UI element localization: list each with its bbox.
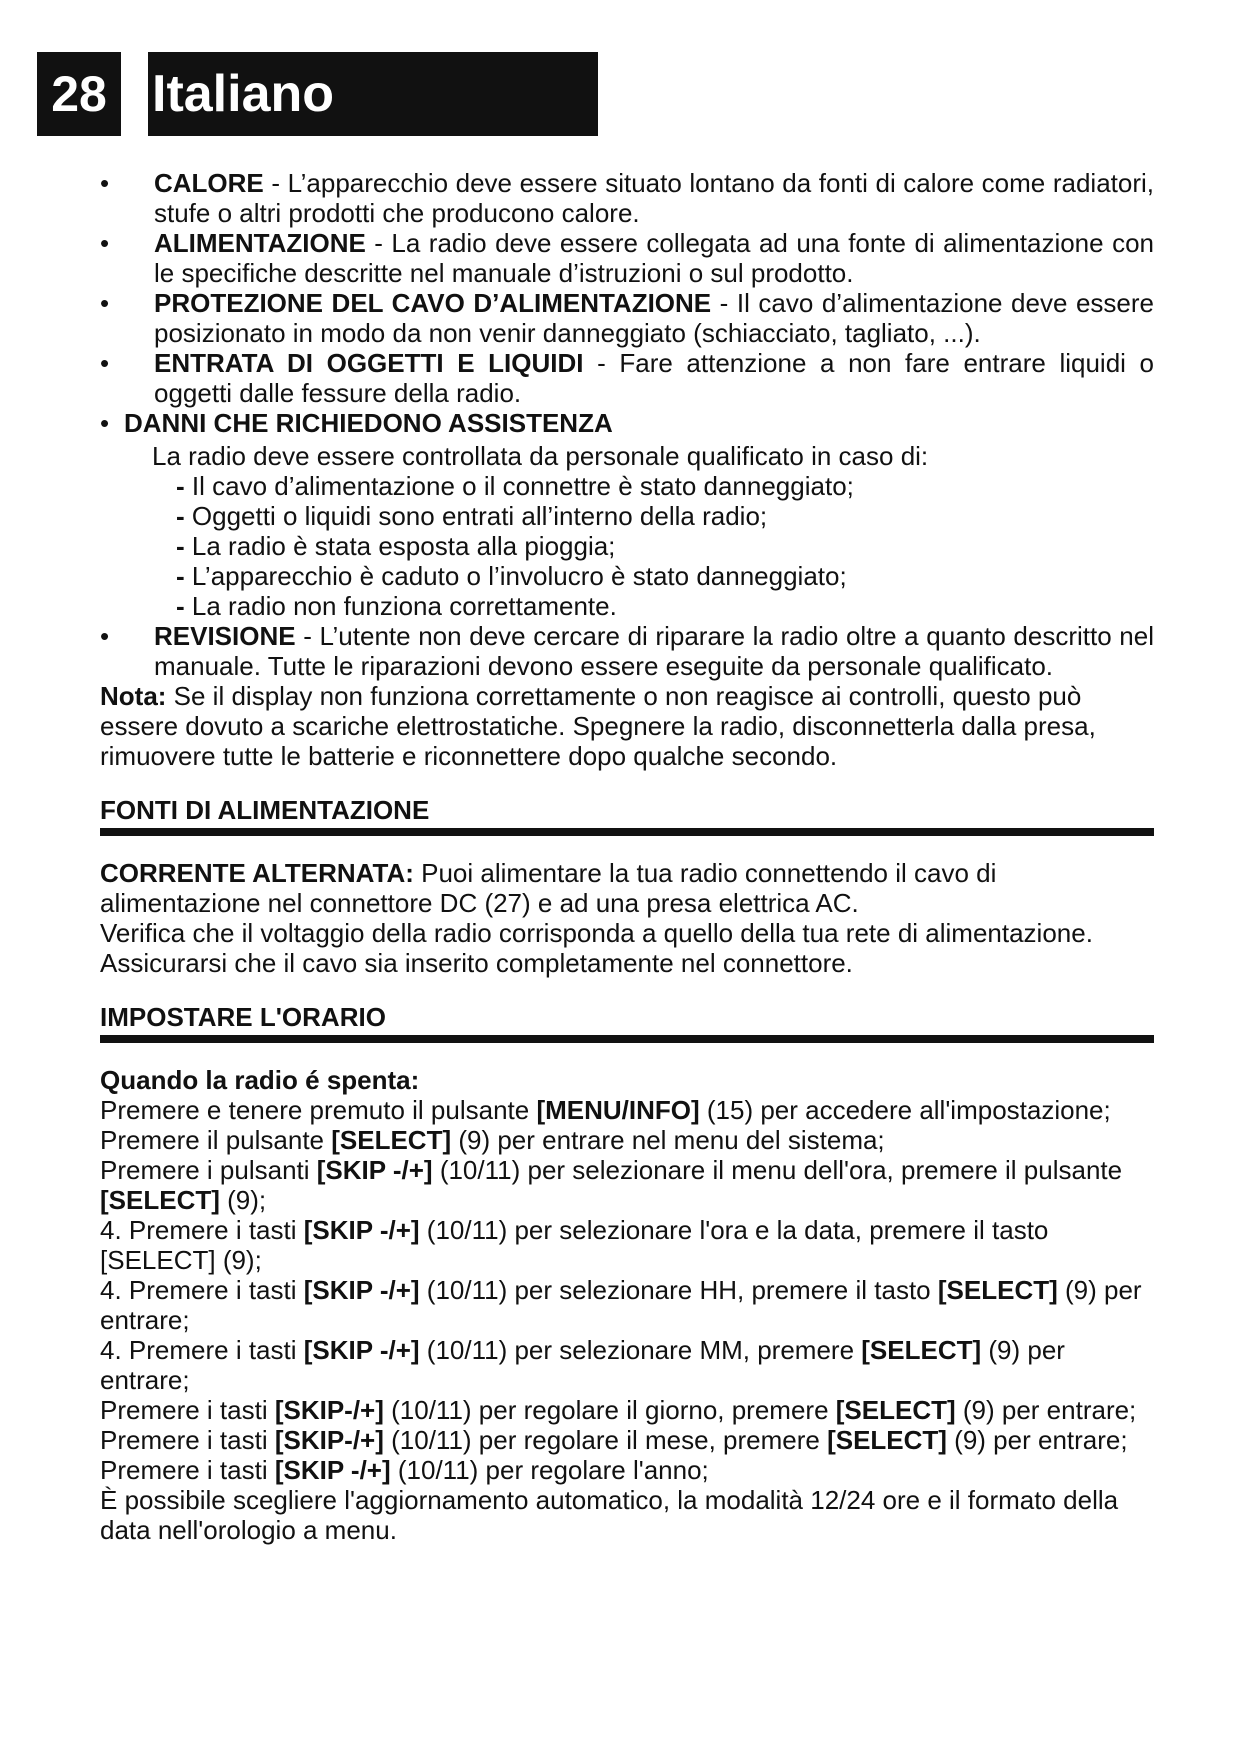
note-paragraph xyxy=(100,681,1154,771)
clock-step xyxy=(100,1095,1154,1125)
step-text: (10/11) per selezionare HH, premere il tasto xyxy=(419,1275,938,1305)
step-text: (9); xyxy=(219,1185,267,1215)
power-paragraph xyxy=(100,858,1154,918)
step-text: (9) per entrare; xyxy=(946,1425,1128,1455)
step-text: Premere il pulsante xyxy=(100,1125,332,1155)
bullet-text: - L’apparecchio deve essere situato lontano da fonti di calore come radiatori, stufe o altri prodotti che producono calore. xyxy=(154,168,1154,228)
dash: - xyxy=(176,471,192,501)
clock-step xyxy=(100,1275,1154,1335)
dash: - xyxy=(176,561,192,591)
bullet-title: ENTRATA DI OGGETTI E LIQUIDI xyxy=(154,348,584,378)
button-ref: [SKIP -/+] xyxy=(303,1215,420,1245)
dash: - xyxy=(176,591,192,621)
button-ref: [SELECT] xyxy=(937,1275,1058,1305)
step-text: (10/11) per selezionare MM, premere xyxy=(419,1335,862,1365)
clock-steps xyxy=(100,1095,1154,1485)
main-content xyxy=(100,168,1154,1545)
damage-item-text: Il cavo d’alimentazione o il connettre è stato danneggiato; xyxy=(191,471,854,501)
power-text: Puoi alimentare la tua radio connettendo il cavo di alimentazione nel connettore DC (27) e ad una presa elettrica AC. xyxy=(100,858,997,918)
button-ref: [SKIP -/+] xyxy=(303,1335,420,1365)
section-heading-power: FONTI DI ALIMENTAZIONE xyxy=(100,795,1154,836)
list-item xyxy=(100,168,1154,228)
step-text: Premere e tenere premuto il pulsante xyxy=(100,1095,537,1125)
button-ref: [SELECT] xyxy=(331,1125,452,1155)
clock-step xyxy=(100,1395,1154,1425)
note-text: Se il display non funziona correttamente o non reagisce ai controlli, questo può essere dovuto a scariche elettrostatiche. Spegnere la radio, disconnetterla dalla presa, rimuovere tutte le batterie e riconnettere dopo qualche secondo. xyxy=(100,681,1096,771)
clock-step xyxy=(100,1455,1154,1485)
button-ref: [SELECT] xyxy=(835,1395,956,1425)
bullet-text: - Fare attenzione a non fare entrare liquidi o oggetti dalle fessure della radio. xyxy=(154,348,1154,408)
clock-subheading: Quando la radio é spenta: xyxy=(100,1065,420,1095)
step-text: 4. Premere i tasti xyxy=(100,1215,304,1245)
clock-step xyxy=(100,1155,1154,1215)
step-text: (10/11) per selezionare il menu dell'ora, premere il pulsante xyxy=(432,1155,1123,1185)
clock-section xyxy=(100,1065,1154,1545)
clock-step xyxy=(100,1215,1154,1275)
damage-item xyxy=(100,561,1154,591)
language-title: Italiano xyxy=(148,52,598,136)
dash: - xyxy=(176,531,192,561)
dash: - xyxy=(176,501,192,531)
bullet-title: REVISIONE xyxy=(154,621,296,651)
step-text: 4. Premere i tasti xyxy=(100,1275,304,1305)
damage-title: DANNI CHE RICHIEDONO ASSISTENZA xyxy=(124,408,613,438)
bullet-title: ALIMENTAZIONE xyxy=(154,228,366,258)
revision-list xyxy=(100,621,1154,681)
step-text: (10/11) per regolare l'anno; xyxy=(390,1455,709,1485)
damage-item-text: La radio non funziona correttamente. xyxy=(191,591,617,621)
button-ref: [SKIP-/+] xyxy=(274,1425,384,1455)
step-text: (9) per entrare nel menu del sistema; xyxy=(451,1125,885,1155)
bullet-title: PROTEZIONE DEL CAVO D’ALIMENTAZIONE xyxy=(154,288,712,318)
list-item xyxy=(100,288,1154,348)
damage-item xyxy=(100,531,1154,561)
bullet-title: CALORE xyxy=(154,168,264,198)
list-item xyxy=(100,348,1154,408)
step-text: (10/11) per selezionare l'ora e la data, premere il tasto [SELECT] (9); xyxy=(100,1215,1049,1275)
step-text: (9) per entrare; xyxy=(100,1275,1142,1335)
safety-list xyxy=(100,168,1154,438)
step-text: (10/11) per regolare il giorno, premere xyxy=(383,1395,836,1425)
damage-item-text: Oggetti o liquidi sono entrati all’interno della radio; xyxy=(191,501,768,531)
damage-item xyxy=(100,591,1154,621)
step-text: Premere i pulsanti xyxy=(100,1155,317,1185)
button-ref: [SKIP-/+] xyxy=(274,1395,384,1425)
button-ref: [SELECT] xyxy=(100,1185,220,1215)
step-text: Premere i tasti xyxy=(100,1425,275,1455)
step-text: Premere i tasti xyxy=(100,1455,275,1485)
list-item xyxy=(100,228,1154,288)
button-ref: [SKIP -/+] xyxy=(274,1455,391,1485)
page-number: 28 xyxy=(37,52,121,136)
button-ref: [SKIP -/+] xyxy=(316,1155,433,1185)
power-label: CORRENTE ALTERNATA: xyxy=(100,858,414,888)
damage-intro: La radio deve essere controllata da personale qualificato in caso di: xyxy=(152,441,929,471)
step-text: (9) per entrare; xyxy=(955,1395,1137,1425)
damage-item-text: La radio è stata esposta alla pioggia; xyxy=(191,531,616,561)
damage-item xyxy=(100,471,1154,501)
bullet-text: - Il cavo d’alimentazione deve essere posizionato in modo da non venir danneggiato (schiacciato, tagliato, ...). xyxy=(154,288,1154,348)
damage-item-text: L’apparecchio è caduto o l’involucro è stato danneggiato; xyxy=(191,561,847,591)
step-text: Premere i tasti xyxy=(100,1395,275,1425)
clock-final: È possibile scegliere l'aggiornamento automatico, la modalità 12/24 ore e il formato della data nell'orologio a menu. xyxy=(100,1485,1119,1545)
step-text: 4. Premere i tasti xyxy=(100,1335,304,1365)
damage-item xyxy=(100,501,1154,531)
power-section xyxy=(100,858,1154,978)
step-text: (10/11) per regolare il mese, premere xyxy=(383,1425,828,1455)
button-ref: [MENU/INFO] xyxy=(536,1095,700,1125)
step-text: (15) per accedere all'impostazione; xyxy=(699,1095,1111,1125)
clock-step xyxy=(100,1125,1154,1155)
list-item xyxy=(100,621,1154,681)
button-ref: [SKIP -/+] xyxy=(303,1275,420,1305)
note-label: Nota: xyxy=(100,681,167,711)
section-heading-clock: IMPOSTARE L'ORARIO xyxy=(100,1002,1154,1043)
bullet-text: - L’utente non deve cercare di riparare la radio oltre a quanto descritto nel manuale. Tutte le riparazioni devono essere eseguite da personale qualificato. xyxy=(154,621,1154,681)
step-text: (9) per entrare; xyxy=(100,1335,1065,1395)
bullet-text: - La radio deve essere collegata ad una fonte di alimentazione con le specifiche descritte nel manuale d’istruzioni o sul prodotto. xyxy=(154,228,1154,288)
button-ref: [SELECT] xyxy=(827,1425,947,1455)
button-ref: [SELECT] xyxy=(861,1335,982,1365)
power-paragraph: Verifica che il voltaggio della radio corrisponda a quello della tua rete di alimentazione. Assicurarsi che il cavo sia inserito completamente nel connettore. xyxy=(100,918,1093,978)
list-item-damage xyxy=(100,408,1154,438)
clock-step xyxy=(100,1425,1154,1455)
clock-step xyxy=(100,1335,1154,1395)
